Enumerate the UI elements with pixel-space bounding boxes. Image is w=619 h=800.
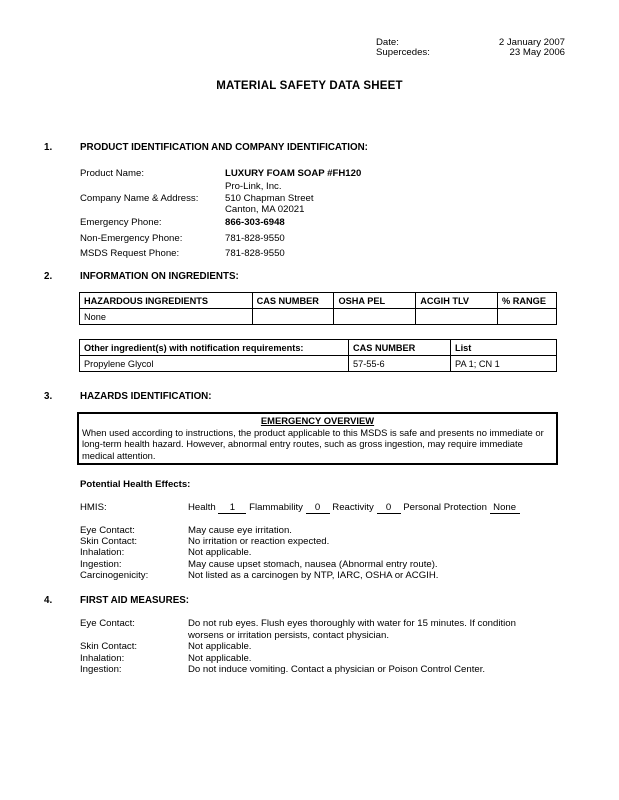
page-title: MATERIAL SAFETY DATA SHEET (216, 80, 403, 92)
hmis-reactivity-label: Reactivity (332, 502, 374, 513)
hmis-health-label: Health (188, 502, 216, 513)
emergency-overview-box (77, 412, 558, 465)
section-1-number: 1. (44, 142, 53, 153)
hmis-label: HMIS: (80, 502, 107, 513)
hmis-reactivity-value: 0 (377, 503, 401, 514)
emergency-overview-text: When used according to instructions, the product applicable to this MSDS is safe and presents no immediate or long-term health hazard. However, abnormal entry routes, such as gross ingestion, may require immediate medical attention. (82, 426, 544, 461)
effect-label: Eye Contact: (80, 525, 135, 536)
effect-value: May cause eye irritation. (188, 525, 292, 536)
section-4-number: 4. (44, 595, 53, 606)
first-aid-ingestion-value: Do not induce vomiting. Contact a physician or Poison Control Center. (188, 664, 486, 675)
hmis-protection-label: Personal Protection (403, 502, 487, 513)
effect-label: Ingestion: (80, 559, 122, 570)
section-1-heading: PRODUCT IDENTIFICATION AND COMPANY IDENTIFICATION: (80, 142, 368, 153)
table-cell: PA 1; CN 1 (451, 356, 557, 372)
section-2-heading: INFORMATION ON INGREDIENTS: (80, 271, 239, 282)
date-value: 2 January 2007 (498, 37, 565, 48)
table-cell (416, 309, 498, 325)
first-aid-ingestion-label: Ingestion: (80, 664, 122, 675)
hmis-ratings (188, 502, 520, 514)
first-aid-skin-label: Skin Contact: (80, 641, 138, 652)
effect-label: Carcinogenicity: (80, 570, 149, 581)
column-header: CAS NUMBER (349, 340, 451, 356)
first-aid-skin-value: Not applicable. (188, 641, 252, 652)
table-header-row (80, 340, 557, 356)
hmis-protection-value: None (490, 503, 520, 514)
table-cell: Propylene Glycol (80, 356, 349, 372)
section-3-heading: HAZARDS IDENTIFICATION: (80, 391, 212, 402)
emergency-overview-title: EMERGENCY OVERVIEW (260, 415, 375, 426)
first-aid-inhalation-label: Inhalation: (80, 653, 125, 664)
hazardous-ingredients-table (79, 292, 557, 325)
column-header: HAZARDOUS INGREDIENTS (80, 293, 253, 309)
other-ingredients-table (79, 339, 557, 372)
first-aid-eye-label: Eye Contact: (80, 618, 135, 629)
section-4-heading: FIRST AID MEASURES: (80, 595, 190, 606)
company-line-1: Pro-Link, Inc. (225, 181, 282, 192)
table-cell (334, 309, 416, 325)
effect-value: No irritation or reaction expected. (188, 536, 330, 547)
table-row (80, 309, 557, 325)
supercedes-label: Supercedes: (376, 47, 430, 58)
table-header-row (80, 293, 557, 309)
effect-value: Not applicable. (188, 547, 252, 558)
company-line-2: 510 Chapman Street (225, 193, 314, 204)
supercedes-value: 23 May 2006 (509, 47, 565, 58)
first-aid-inhalation-value: Not applicable. (188, 653, 252, 664)
table-row (80, 356, 557, 372)
table-cell: None (80, 309, 253, 325)
effect-value: Not listed as a carcinogen by NTP, IARC, OSHA or ACGIH. (188, 570, 439, 581)
msds-phone-value: 781-828-9550 (225, 248, 285, 259)
effect-label: Skin Contact: (80, 536, 138, 547)
column-header: CAS NUMBER (252, 293, 334, 309)
company-label: Company Name & Address: (80, 193, 199, 204)
table-cell (252, 309, 334, 325)
product-name-value: LUXURY FOAM SOAP #FH120 (225, 168, 362, 179)
column-header: % RANGE (498, 293, 557, 309)
company-line-3: Canton, MA 02021 (225, 204, 305, 215)
table-cell: 57-55-6 (349, 356, 451, 372)
section-2-number: 2. (44, 271, 53, 282)
effect-label: Inhalation: (80, 547, 125, 558)
non-emergency-phone-value: 781-828-9550 (225, 233, 285, 244)
msds-phone-label: MSDS Request Phone: (80, 248, 180, 259)
non-emergency-phone-label: Non-Emergency Phone: (80, 233, 183, 244)
hmis-flammability-value: 0 (306, 503, 330, 514)
emergency-phone-label: Emergency Phone: (80, 217, 162, 228)
hmis-flammability-label: Flammability (249, 502, 303, 513)
date-label: Date: (376, 37, 399, 48)
product-name-label: Product Name: (80, 168, 144, 179)
potential-health-effects-heading: Potential Health Effects: (80, 479, 191, 490)
effect-value: May cause upset stomach, nausea (Abnormal entry route). (188, 559, 438, 570)
column-header: OSHA PEL (334, 293, 416, 309)
first-aid-eye-line-1: Do not rub eyes. Flush eyes thoroughly with water for 15 minutes. If condition (188, 618, 516, 629)
table-cell (498, 309, 557, 325)
column-header: List (451, 340, 557, 356)
emergency-phone-value: 866-303-6948 (225, 217, 285, 228)
column-header: ACGIH TLV (416, 293, 498, 309)
section-3-number: 3. (44, 391, 53, 402)
first-aid-eye-line-2: worsens or irritation persists, contact physician. (188, 630, 390, 641)
column-header: Other ingredient(s) with notification requirements: (80, 340, 349, 356)
hmis-health-value: 1 (218, 503, 246, 514)
